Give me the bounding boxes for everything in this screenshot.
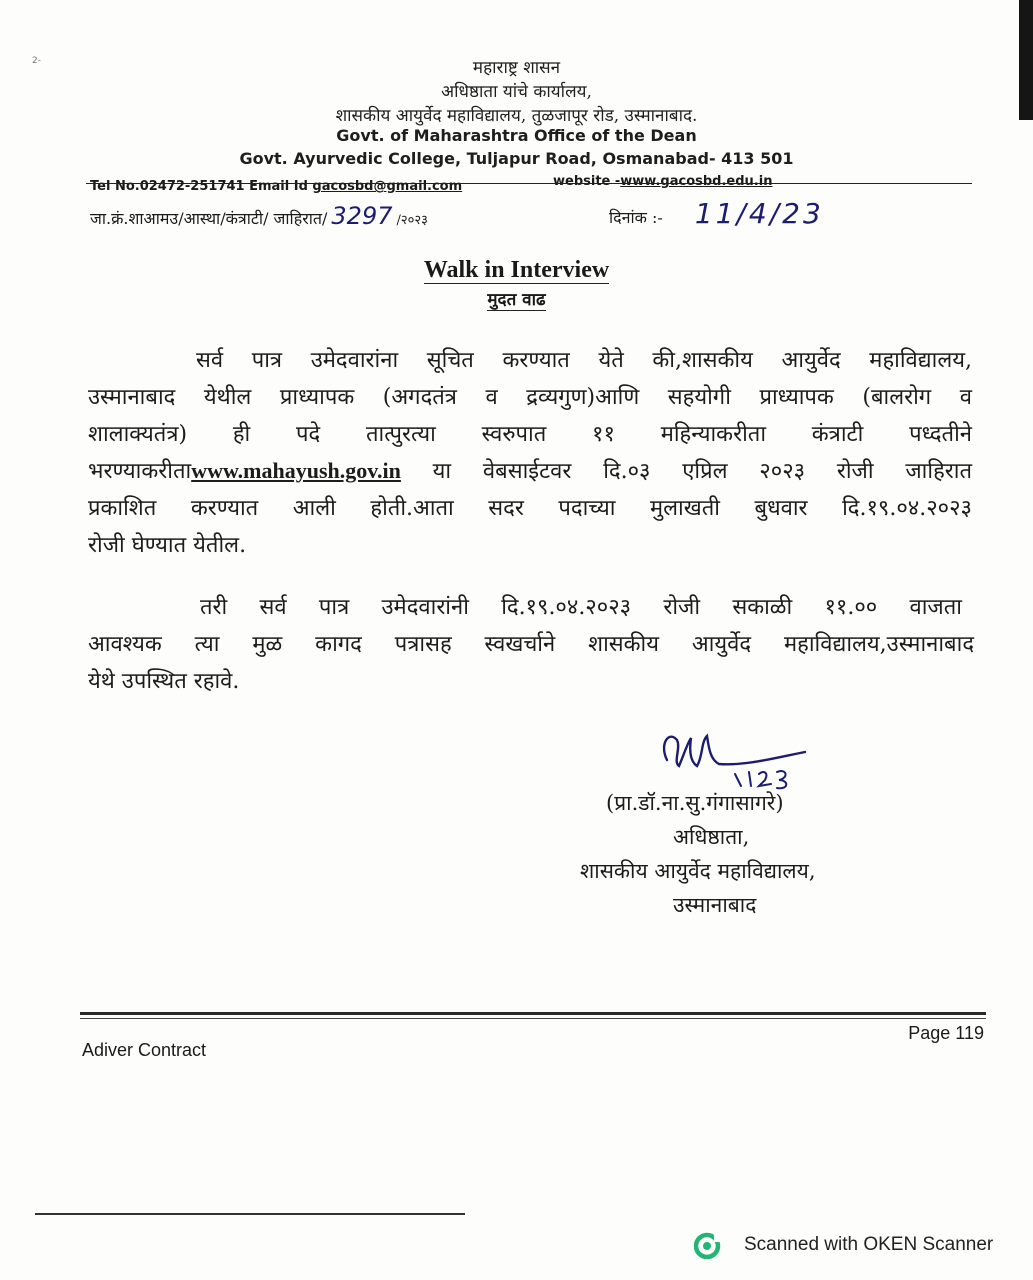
- signatory-name: (प्रा.डॉ.ना.सु.गंगासागरे): [606, 791, 784, 815]
- para2-line1: तरी सर्व पात्र उमेदवारांनी दि.१९.०४.२०२३ रोजी सकाळी ११.०० वाजता: [200, 595, 962, 620]
- contact-tel-email: Tel No.02472-251741 Email Id gacosbd@gmail.com: [90, 179, 463, 194]
- para2-line3: येथे उपस्थित रहावे.: [88, 669, 240, 694]
- handwritten-date: 11/4/23: [694, 197, 824, 230]
- handwritten-signature: [655, 722, 835, 792]
- signatory-institution: शासकीय आयुर्वेद महाविद्यालय,: [580, 859, 816, 883]
- scan-scratch-line: [35, 1213, 465, 1215]
- para2-line2: आवश्यक त्या मुळ कागद पत्रासह स्वखर्चाने शासकीय आयुर्वेद महाविद्यालय,उस्मानाबाद: [88, 632, 974, 657]
- para1-line3: शालाक्यतंत्र) ही पदे तात्पुरत्या स्वरुपात ११ महिन्याकरीता कंत्राटी पध्दतीने: [88, 422, 972, 447]
- footer-rule-thin: [80, 1018, 986, 1019]
- header-rule: [86, 183, 972, 184]
- website-text: www.gacosbd.edu.in: [620, 174, 773, 189]
- contact-website: website -www.gacosbd.edu.in: [553, 174, 773, 189]
- oken-scanner-icon: [694, 1232, 722, 1260]
- para1-line6: रोजी घेण्यात येतील.: [88, 533, 247, 558]
- footer-rule-thick: [80, 1012, 986, 1015]
- header-govt-english: Govt. of Maharashtra Office of the Dean: [336, 126, 697, 145]
- header-office: अधिष्ठाता यांचे कार्यालय,: [441, 82, 592, 102]
- footer-label: Adiver Contract: [82, 1040, 207, 1060]
- handwritten-number: 3297: [331, 202, 393, 230]
- para1-line5: प्रकाशित करण्यात आली होती.आता सदर पदाच्या मुलाखती बुधवार दि.१९.०४.२०२३: [88, 496, 972, 521]
- corner-mark: 2-: [32, 56, 41, 66]
- mahayush-website: www.mahayush.gov.in: [191, 458, 401, 483]
- para1-line4: भरण्याकरीताwww.mahayush.gov.in या वेबसाईटवर दि.०३ एप्रिल २०२३ रोजी जाहिरात: [88, 458, 972, 484]
- scanner-watermark-text: Scanned with OKEN Scanner: [744, 1234, 994, 1255]
- para1-line2: उस्मानाबाद येथील प्राध्यापक (अगदतंत्र व द्रव्यगुण)आणि सहयोगी प्राध्यापक (बालरोग व: [88, 385, 972, 410]
- email-text: gacosbd@gmail.com: [312, 179, 463, 194]
- header-college-marathi: शासकीय आयुर्वेद महाविद्यालय, तुळजापूर रोड, उस्मानाबाद.: [335, 106, 698, 126]
- reference-number: जा.क्रं.शाआमउ/आस्था/कंत्राटी/ जाहिरात/ 3297 /२०२३: [90, 202, 428, 230]
- para1-line1: सर्व पात्र उमेदवारांना सूचित करण्यात येते की,शासकीय आयुर्वेद महाविद्यालय,: [196, 348, 972, 373]
- header-college-english: Govt. Ayurvedic College, Tuljapur Road, Osmanabad- 413 501: [239, 149, 794, 168]
- notice-subtitle: मुदत वाढ: [487, 290, 546, 310]
- notice-title: Walk in Interview: [423, 257, 610, 283]
- header-state: महाराष्ट्र शासन: [472, 58, 561, 78]
- signatory-city: उस्मानाबाद: [673, 893, 757, 917]
- page-number: Page 119: [908, 1023, 984, 1043]
- letter-date: दिनांक :- 11/4/23: [609, 197, 824, 230]
- signatory-designation: अधिष्ठाता,: [673, 825, 750, 849]
